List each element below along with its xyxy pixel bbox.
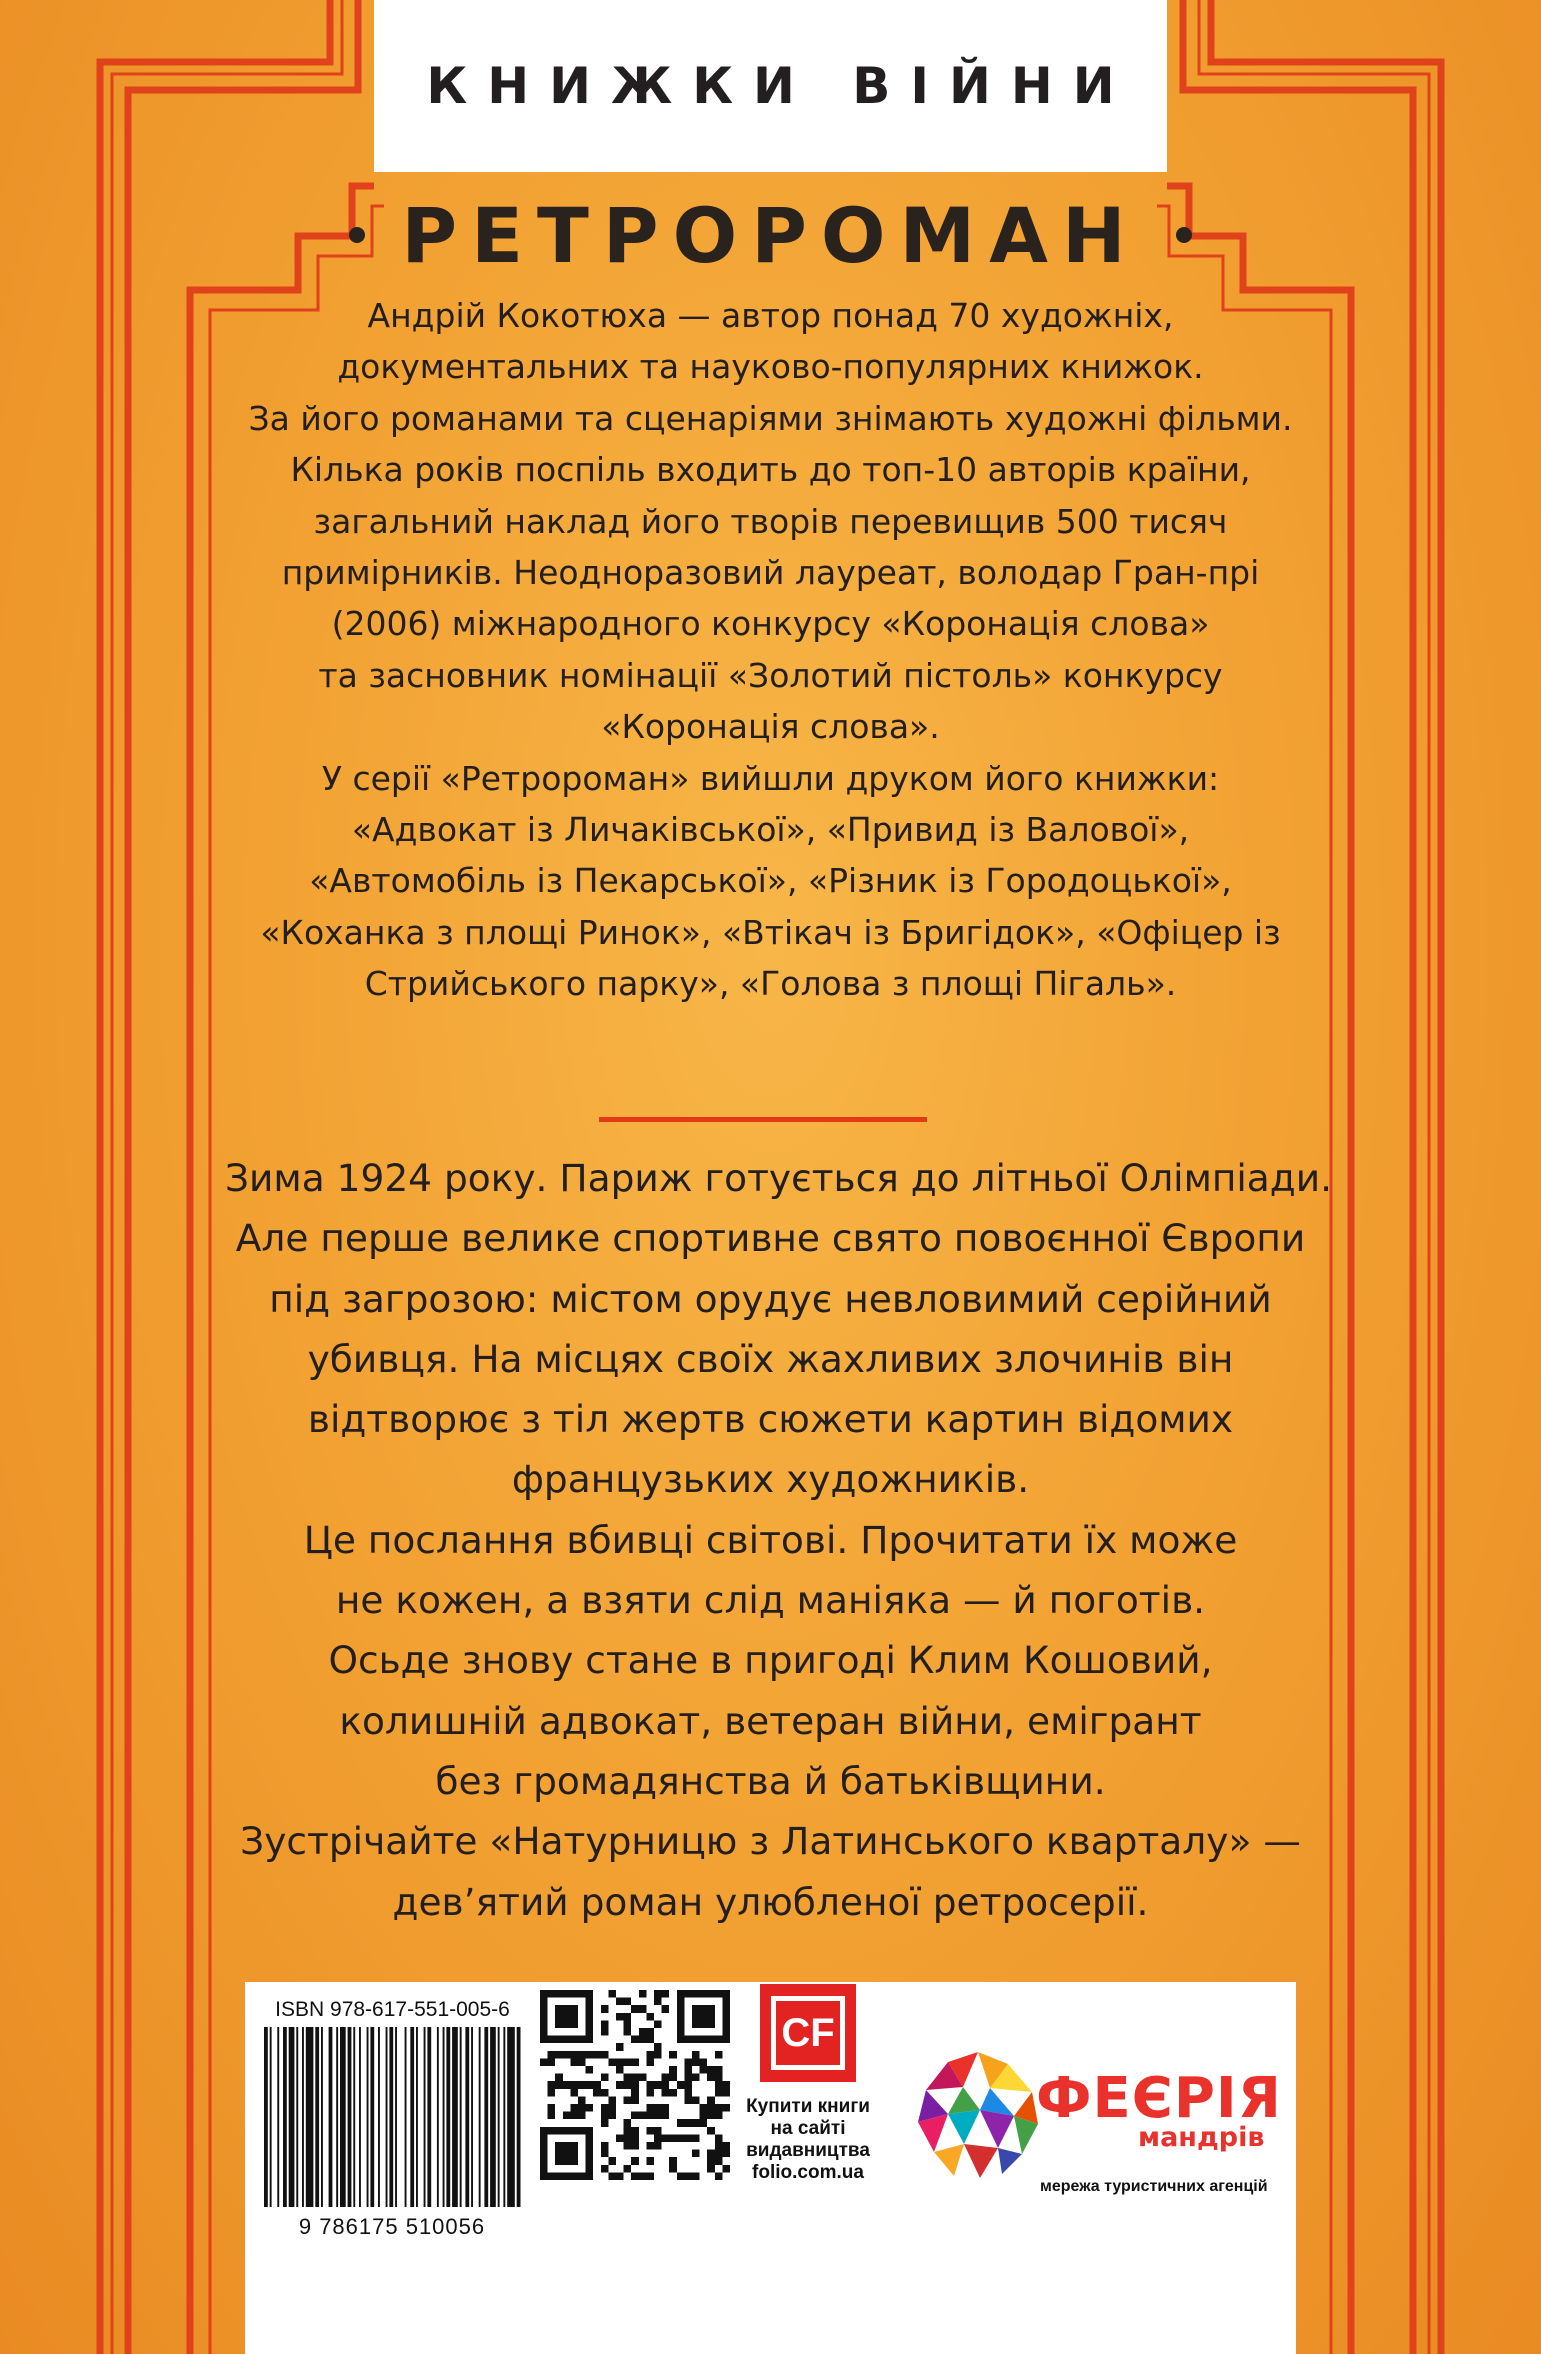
bio-line: «Автомобіль із Пекарської», «Різник із Городоцької»,: [309, 861, 1232, 901]
synopsis-line: убивця. На місцях своїх жахливих злочинів він: [307, 1336, 1234, 1381]
synopsis-line: дев’ятий роман улюбленої ретросерії.: [392, 1879, 1149, 1924]
publisher-url: folio.com.ua: [752, 2162, 864, 2183]
qr-code-icon[interactable]: [540, 1990, 730, 2180]
bio-line: (2006) міжнародного конкурсу «Коронація слова»: [331, 604, 1210, 644]
synopsis-line: Зима 1924 року. Париж готується до літньої Олімпіади.: [225, 1156, 1333, 1200]
feeria-logo-icon: [918, 2052, 1038, 2178]
bio-line: «Коханка з площі Ринок», «Втікач із Бригідок», «Офіцер із: [260, 912, 1281, 952]
subseries-heading: [0, 185, 1541, 285]
right-dot-icon: [1176, 227, 1192, 243]
synopsis-line: Але перше велике спортивне свято повоєнної Європи: [235, 1216, 1306, 1261]
bio-line: За його романами та сценаріями знімають художні фільми.: [248, 398, 1293, 438]
left-dot-icon: [349, 227, 365, 243]
barcode-digits: 9 786175 510056: [298, 2214, 486, 2239]
folio-logo: [760, 1984, 856, 2082]
synopsis-line: без громадянства й батьківщини.: [435, 1758, 1106, 1803]
synopsis-line: Зустрічайте «Натурницю з Латинського кварталу» —: [240, 1819, 1301, 1864]
bio-line: примірників. Неодноразовий лауреат, володар Гран-прі: [281, 553, 1260, 593]
synopsis-line: французьких художників.: [511, 1457, 1030, 1502]
publisher-info: [740, 2096, 876, 2184]
section-divider: [599, 1117, 927, 1122]
bio-line: Андрій Кокотюха — автор понад 70 художніх,: [367, 296, 1174, 335]
synopsis-line: не кожен, а взяти слід маніяка — й поготів.: [335, 1578, 1206, 1623]
series-banner: [374, 0, 1167, 172]
bio-line: «Адвокат із Личаківської», «Привид із Валової»,: [351, 810, 1190, 850]
feeria-tagline: мережа туристичних агенцій: [1040, 2178, 1268, 2195]
bio-line: та засновник номінації «Золотий пістоль» конкурсу: [318, 655, 1223, 695]
publisher-line: видавництва: [746, 2140, 870, 2161]
synopsis-line: під загрозою: містом орудує невловимий серійний: [269, 1276, 1272, 1321]
bio-line: У серії «Ретророман» вийшли друком його книжки:: [321, 758, 1220, 798]
synopsis-line: Осьде знову стане в пригоді Клим Кошовий,: [328, 1638, 1213, 1683]
feeria-subtitle: мандрів: [1138, 2122, 1265, 2153]
subseries-title: РЕТРОРОМАН: [401, 190, 1140, 280]
folio-logo-mark: CF: [771, 1996, 845, 2070]
synopsis-line: Це послання вбивці світові. Прочитати їх може: [303, 1517, 1238, 1562]
bio-line: документальних та науково-популярних книжок.: [337, 347, 1204, 387]
series-title: КНИЖКИ ВІЙНИ: [426, 57, 1135, 115]
synopsis-line: колишній адвокат, ветеран війни, емігрант: [339, 1698, 1202, 1743]
isbn-label: ISBN 978-617-551-005-6: [275, 1998, 510, 2021]
bio-line: загальний наклад його творів перевищив 500 тисяч: [313, 501, 1228, 541]
bio-line: «Коронація слова».: [601, 707, 940, 747]
barcode-icon: [260, 2027, 524, 2207]
author-bio: [225, 290, 1316, 1010]
book-synopsis: [225, 1148, 1333, 1932]
publisher-line: на сайті: [770, 2118, 846, 2139]
feeria-name: ФЕЄРІЯ: [1036, 2066, 1282, 2131]
bio-line: Стрийського парку», «Голова з площі Пігаль».: [364, 964, 1177, 1004]
bio-line: Кілька років поспіль входить до топ-10 авторів країни,: [290, 450, 1251, 490]
synopsis-line: відтворює з тіл жертв сюжети картин відомих: [307, 1397, 1234, 1442]
publisher-line: Купити книги: [746, 2096, 870, 2117]
